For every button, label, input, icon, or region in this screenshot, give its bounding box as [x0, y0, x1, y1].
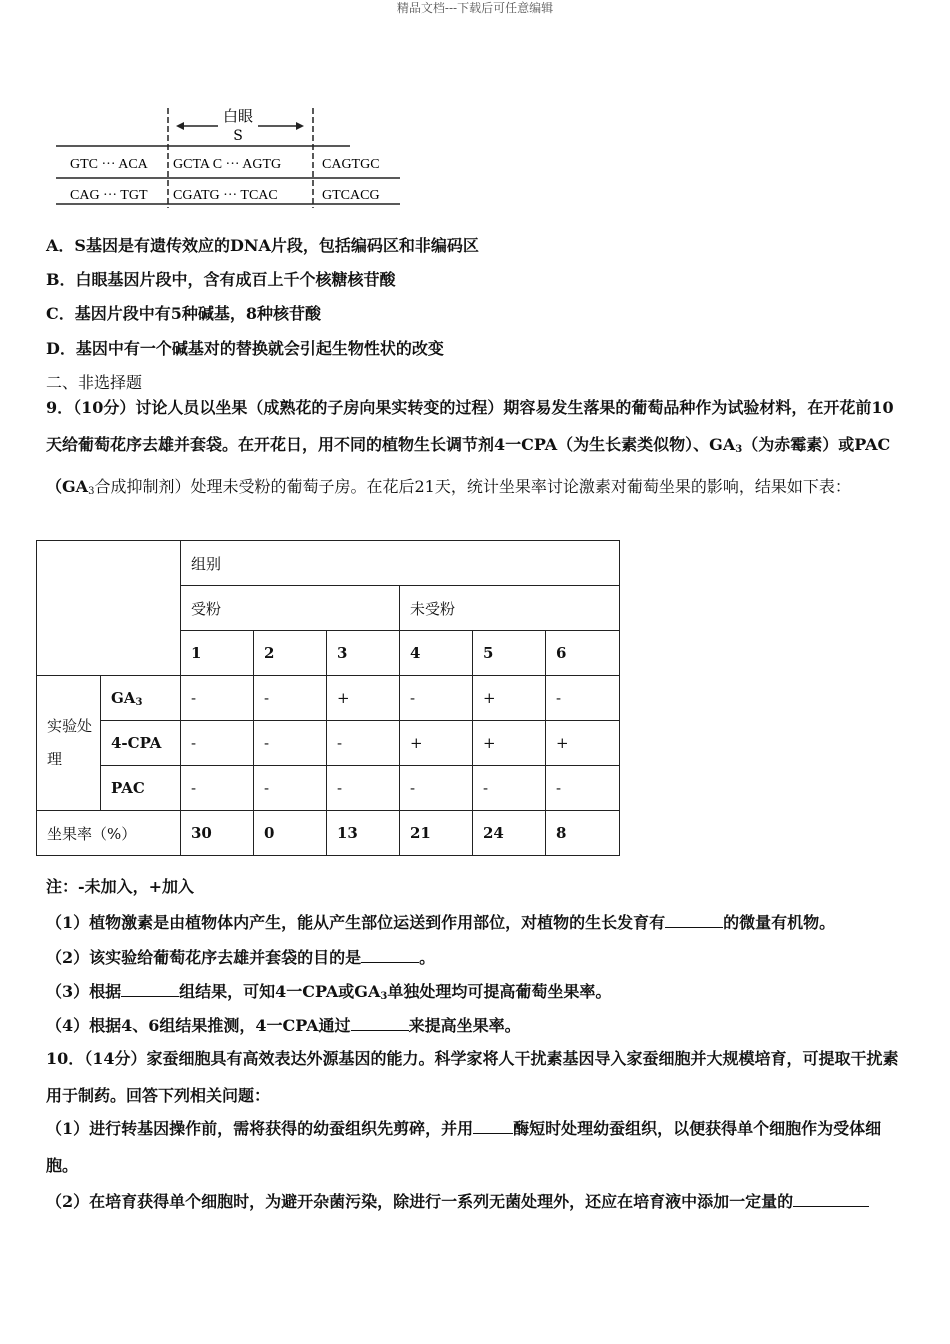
table-cell: -: [546, 766, 620, 811]
q9-sub4: [46, 1014, 521, 1036]
figure-seq-r2-mid: CGATG ··· TCAC: [173, 188, 278, 203]
table-group-num: 5: [473, 631, 546, 676]
table-pollinated-header: 受粉: [181, 586, 400, 631]
q9-sub4-text-b: 来提高坐果率。: [408, 1016, 521, 1035]
answer-blank[interactable]: [121, 980, 179, 997]
q9-sub3-subscript: 3: [380, 991, 388, 1002]
table-ga-label: [101, 676, 181, 721]
table-cell: +: [546, 721, 620, 766]
table-cell: -: [254, 676, 327, 721]
q9-sub3-text-c: 单独处理均可提高葡萄坐果率。: [387, 982, 612, 1001]
q9-sub-3b: 3: [88, 486, 95, 497]
figure-seq-r2-right: GTCACG: [322, 188, 380, 203]
q9-intro-mid: （为赤霉素）或PAC（GA: [46, 435, 891, 496]
table-cell: -: [181, 676, 254, 721]
table-cell: -: [400, 766, 473, 811]
q9-sub1: [46, 911, 835, 933]
q9-intro-end: 合成抑制剂）处理未受粉的葡萄子房。在花后21天，统计坐果率讨论激素对葡萄坐果的影响，结果如下表：: [94, 477, 851, 496]
answer-blank[interactable]: [361, 946, 419, 963]
table-cell: +: [400, 721, 473, 766]
q8-option-a: A．S基因是有遗传效应的DNA片段，包括编码区和非编码区: [46, 236, 479, 255]
table-corner-cell: [37, 541, 181, 676]
table-rate-cell: 8: [546, 811, 620, 856]
q9-sub1-text-a: （1）植物激素是由植物体内产生，能从产生部位运送到作用部位，对植物的生长发育有: [46, 913, 666, 932]
table-cell: +: [327, 676, 400, 721]
table-rate-cell: 24: [473, 811, 546, 856]
table-cell: +: [473, 676, 546, 721]
answer-blank[interactable]: [473, 1117, 513, 1134]
table-ga-text: GA: [111, 688, 136, 707]
figure-seq-r1-right: CAGTGC: [322, 157, 380, 172]
answer-blank[interactable]: [665, 911, 723, 928]
table-pac-label: PAC: [101, 766, 181, 811]
table-note: 注：-未加入，+加入: [46, 877, 195, 896]
answer-blank[interactable]: [351, 1014, 409, 1031]
q9-sub1-text-b: 的微量有机物。: [723, 913, 836, 932]
results-table: [36, 540, 620, 856]
q10-sub1: [46, 1110, 906, 1184]
q9-sub3: [46, 980, 611, 1007]
table-group-num: 4: [400, 631, 473, 676]
q9-sub-3a: 3: [735, 444, 743, 455]
table-treatment-label: 实验处理: [37, 676, 101, 811]
q9-sub3-text-b: 组结果，可知4一CPA或GA: [179, 982, 381, 1001]
q9-intro-bold: 9．（10分）讨论人员以坐果（成熟花的子房向果实转变的过程）期容易发生落果的葡萄品种作为试验材料，在开花前10天给葡萄花序去雄并套袋。在开花日，用不同的植物生长调节剂4一CPA（为生长素类似物）、GA: [46, 398, 894, 454]
table-cell: -: [181, 721, 254, 766]
table-group-num: 1: [181, 631, 254, 676]
q8-option-b: B．白眼基因片段中，含有成百上千个核糖核苷酸: [46, 270, 396, 289]
table-ga-sub: 3: [135, 696, 143, 708]
table-cell: -: [254, 721, 327, 766]
q9-sub2: [46, 946, 435, 968]
gene-sequence-figure: [50, 100, 410, 215]
q10-sub2-text-a: （2）在培育获得单个细胞时，为避开杂菌污染，除进行一系列无菌处理外，还应在培育液中添加一定量的: [46, 1192, 794, 1211]
q9-sub3-text-a: （3）根据: [46, 982, 122, 1001]
q9-intro: [46, 389, 906, 510]
q10-sub1-text-a: （1）进行转基因操作前，需将获得的幼蚕组织先剪碎，并用: [46, 1119, 474, 1138]
table-rate-label: 坐果率（%）: [37, 811, 181, 856]
table-cell: -: [327, 766, 400, 811]
figure-seq-r2-left: CAG ··· TGT: [70, 188, 148, 203]
figure-seq-r1-mid: GCTA C ··· AGTG: [173, 157, 282, 172]
q9-sub4-text-a: （4）根据4、6组结果推测，4一CPA通过: [46, 1016, 351, 1035]
table-group-num: 2: [254, 631, 327, 676]
q10-intro: 10．（14分）家蚕细胞具有高效表达外源基因的能力。科学家将人干扰素基因导入家蚕细胞并大规模培育，可提取干扰素用于制药。回答下列相关问题：: [46, 1049, 899, 1105]
q9-sub2-text-b: 。: [419, 948, 436, 967]
answer-blank[interactable]: [793, 1190, 869, 1207]
table-cell: +: [473, 721, 546, 766]
table-cpa-label: 4-CPA: [101, 721, 181, 766]
table-rate-cell: 13: [327, 811, 400, 856]
table-cell: -: [400, 676, 473, 721]
q10-sub2: [46, 1190, 869, 1212]
figure-gene-label: S: [233, 128, 243, 144]
figure-top-label: 白眼: [222, 107, 254, 125]
table-rate-cell: 30: [181, 811, 254, 856]
table-group-num: 6: [546, 631, 620, 676]
section-heading: 二、非选择题: [46, 373, 143, 392]
table-cell: -: [473, 766, 546, 811]
table-cell: -: [181, 766, 254, 811]
table-rate-cell: 0: [254, 811, 327, 856]
table-rate-cell: 21: [400, 811, 473, 856]
table-cell: -: [546, 676, 620, 721]
q9-sub2-text-a: （2）该实验给葡萄花序去雄并套袋的目的是: [46, 948, 362, 967]
q8-option-d: D．基因中有一个碱基对的替换就会引起生物性状的改变: [46, 339, 444, 358]
q10-sub1-text-b: 酶短时处理幼蚕组织，以便获得单个细胞作为受体细胞。: [46, 1119, 882, 1175]
table-cell: -: [254, 766, 327, 811]
q8-option-c: C．基因片段中有5种碱基，8种核苷酸: [46, 304, 322, 323]
figure-seq-r1-left: GTC ··· ACA: [70, 157, 148, 172]
table-cell: -: [327, 721, 400, 766]
page-header: 精品文档---下载后可任意编辑: [396, 1, 554, 15]
table-unpollinated-header: 未受粉: [400, 586, 620, 631]
table-group-num: 3: [327, 631, 400, 676]
table-group-header: 组别: [181, 541, 620, 586]
